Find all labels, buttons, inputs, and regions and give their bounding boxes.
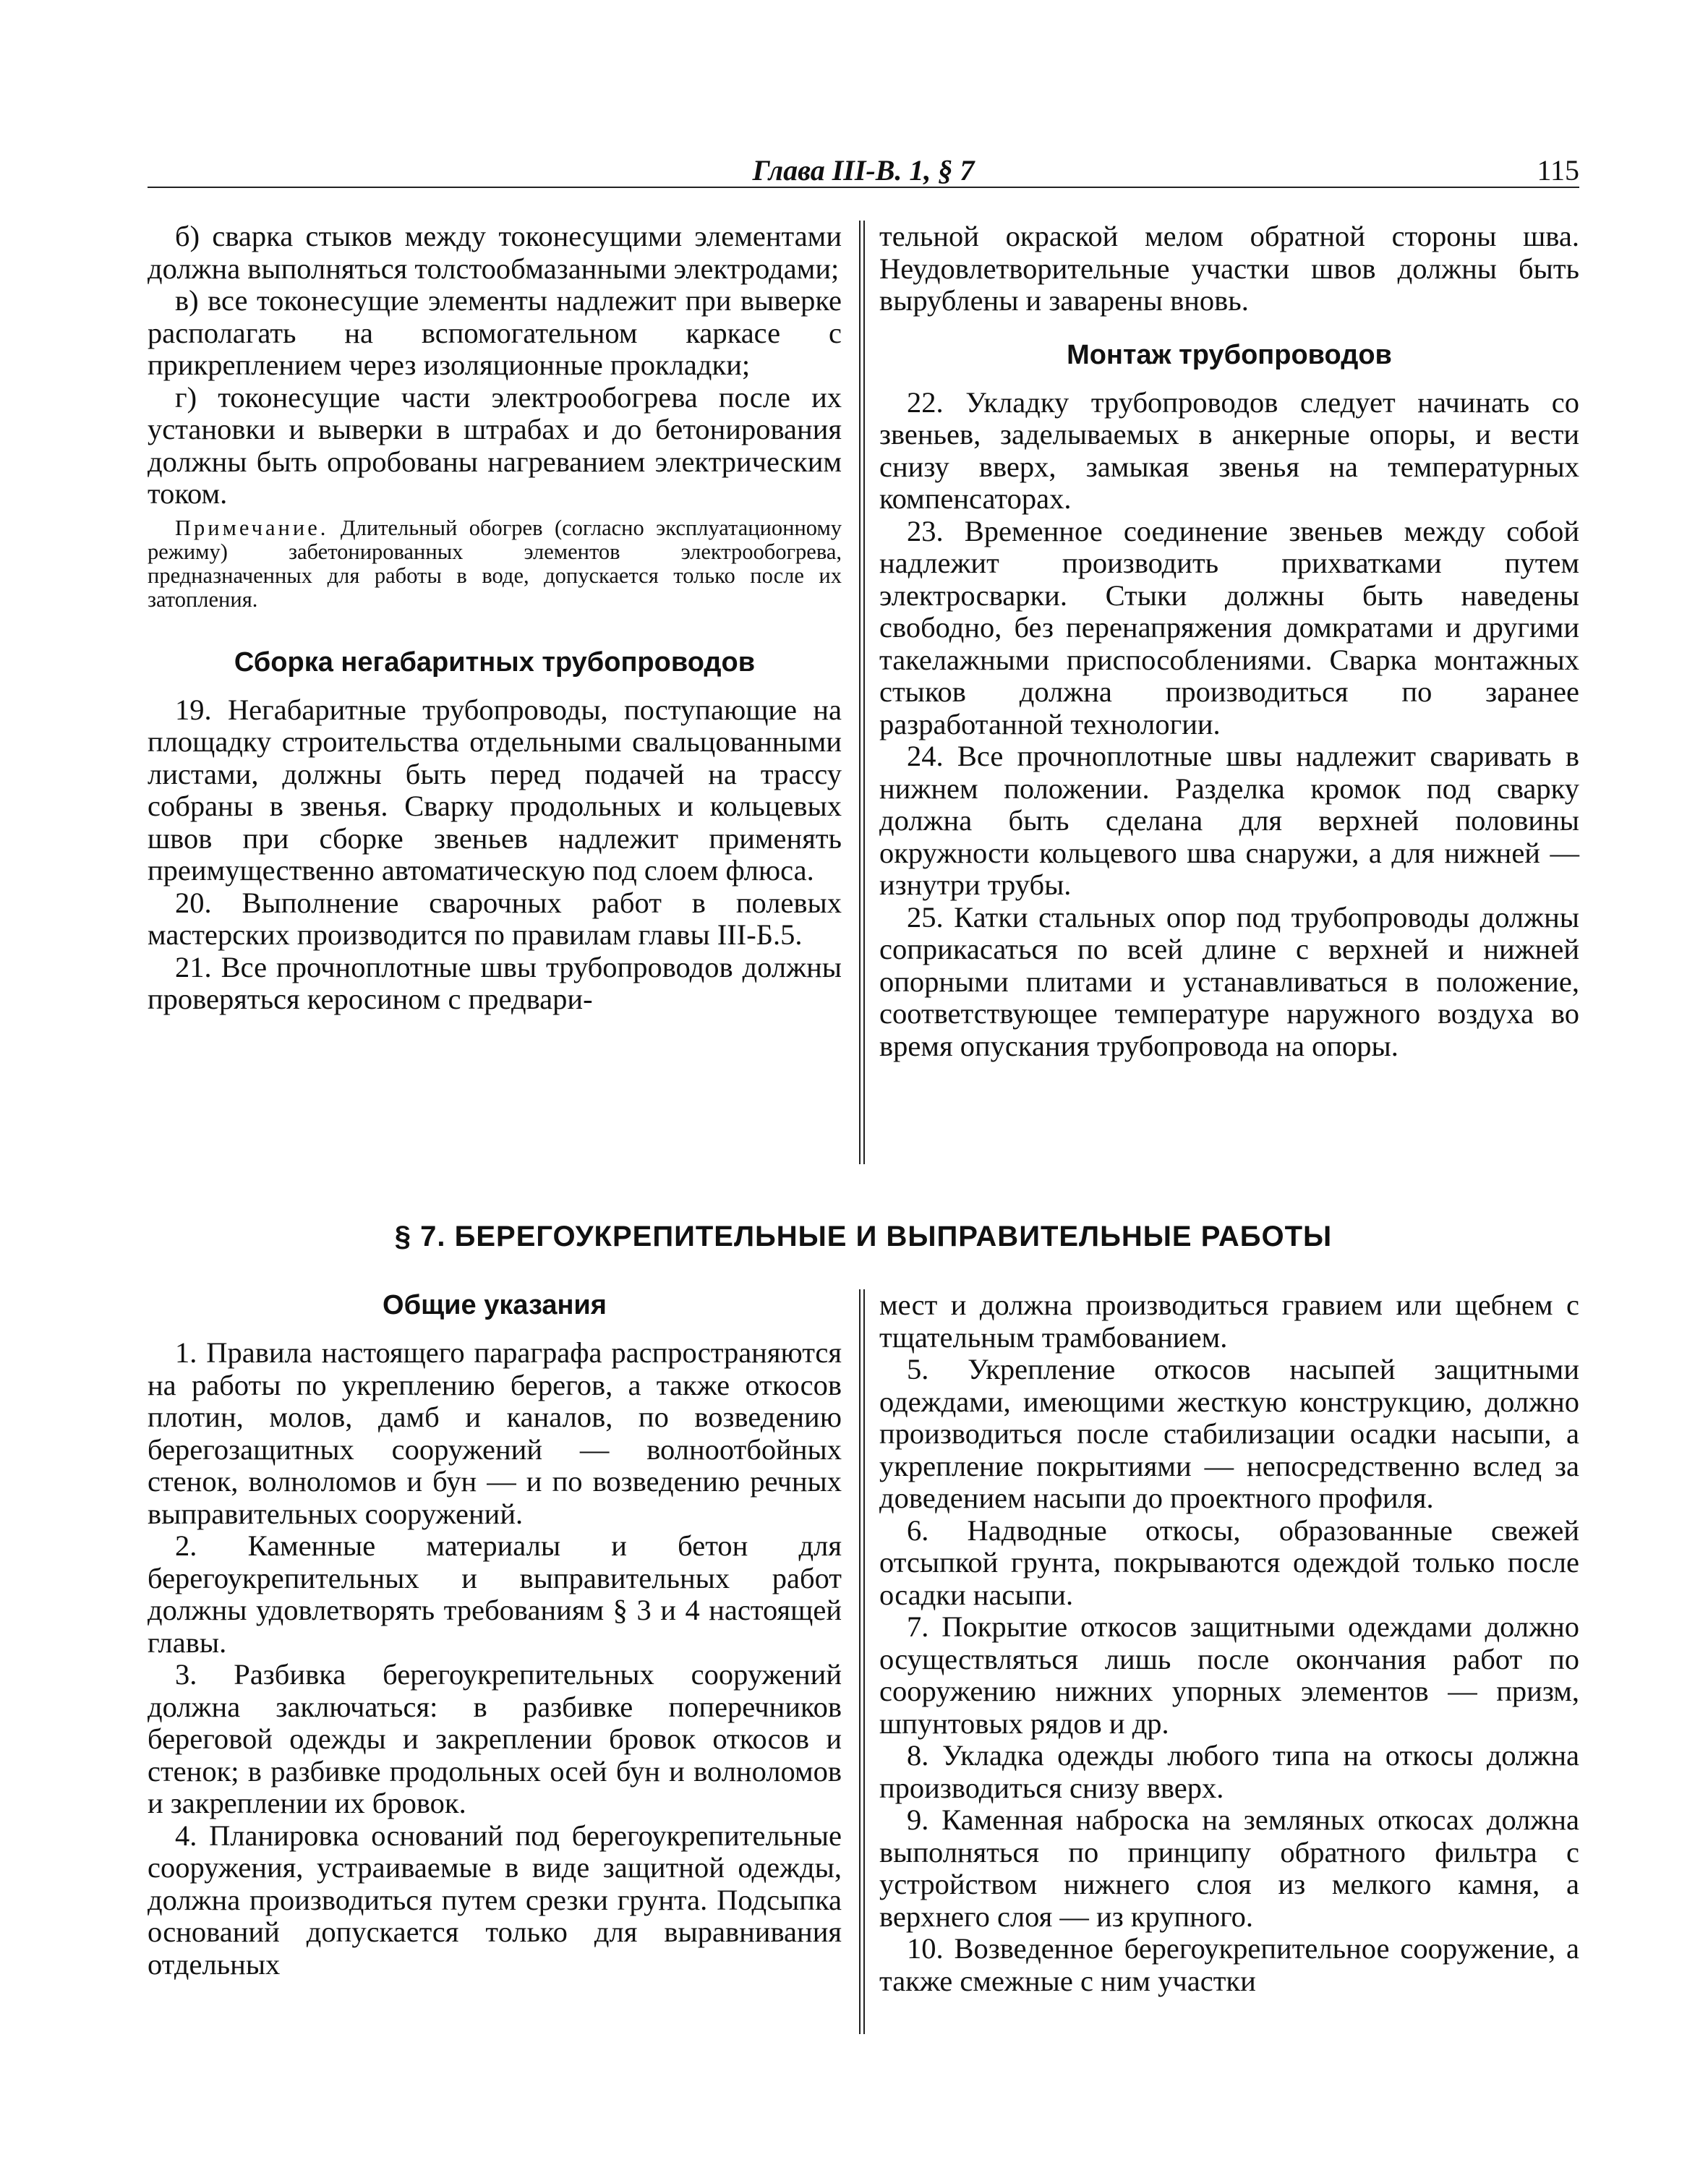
paragraph-2: 2. Каменные материалы и бетон для берегоукрепительных и выправительных работ должны удовлетворять требованиям § 3 и 4 настоящей главы. [148,1529,842,1659]
paragraph-1: 1. Правила настоящего параграфа распространяются на работы по укреплению берегов, а также откосов плотин, молов, дамб и каналов, по возведению берегозащитных сооружений — волноотбойных стенок, волноломов и бун — и по возведению речных выправительных сооружений. [148,1336,842,1530]
paragraph-4: 4. Планировка оснований под берегоукрепительные сооружения, устраиваемые в виде защитной одежды, должна производиться путем срезки грунта. Подсыпка оснований допускается только для выравнивания отдельных [148,1819,842,1981]
top-right-column [879,221,1579,1062]
paragraph-23: 23. Временное соединение звеньев между собой надлежит производить прихватками путем электросварки. Стыки должны быть наведены свободно, без перенапряжения домкратами и другими такелажными приспособлениями. Сварка монтажных стыков должна производиться по заранее разработанной технологии. [879,514,1579,740]
paragraph-21: 21. Все прочноплотные швы трубопроводов должны проверяться керосином с предвари- [148,950,842,1015]
paragraph-7: 7. Покрытие откосов защитными одеждами должно осуществляться лишь после окончания работ по сооружению нижних упорных элементов — призм, шпунтовых рядов и др. [879,1610,1579,1740]
section-heading-installation: Монтаж трубопроводов [1067,339,1392,370]
top-left-column [148,221,842,1016]
paragraph-10: 10. Возведенное берегоукрепительное сооружение, а также смежные с ним участки [879,1932,1579,1997]
paragraph-22: 22. Укладку трубопроводов следует начинать со звеньев, заделываемых в анкерные опоры, и вести снизу вверх, замыкая звенья на температурных компенсаторах. [879,385,1579,515]
note-label: Примечание. [175,515,329,540]
paragraph-24: 24. Все прочноплотные швы надлежит сваривать в нижнем положении. Разделка кромок под сварку должна быть сделана для верхней половины окружности кольцевого шва снаружи, а для нижней — изнутри трубы. [879,740,1579,901]
note-text: Длительный обогрев (согласно эксплуатационному режиму) забетонированных элементов электрообогрева, предназначенных для работы в воде, допускается только после их затопления. [148,515,842,612]
paragraph-25: 25. Катки стальных опор под трубопроводы должны соприкасаться по всей длине с верхней и нижней опорными плитами и устанавливаться в положение, соответствующее температуре наружного воздуха во время опускания трубопровода на опоры. [879,900,1579,1062]
section-heading-assembly: Сборка негабаритных трубопроводов [234,646,756,678]
running-title: Глава III-В. 1, § 7 [752,154,975,187]
paragraph-21-continued: тельной окраской мелом обратной стороны шва. Неудовлетворительные участки швов должны быть вырублены и заварены вновь. [879,220,1579,317]
column-divider-bottom [859,1289,865,2034]
paragraph-19: 19. Негабаритные трубопроводы, поступающие на площадку строительства отдельными свальцованными листами, должны быть перед подачей на трассу собраны в звенья. Сварку продольных и кольцевых швов при сборке звеньев надлежит применять преимущественно автоматическую под слоем флюса. [148,693,842,887]
section-heading-general: Общие указания [383,1290,607,1320]
bottom-right-column [879,1289,1579,1997]
note [148,516,842,612]
column-divider-top [859,221,865,1164]
list-item-g: г) токонесущие части электрообогрева после их установки и выверки в штрабах и до бетонирования должны быть опробованы нагреванием электрическим током. [148,380,842,510]
paragraph-3: 3. Разбивка берегоукрепительных сооружений должна заключаться: в разбивке поперечников береговой одежды и закреплении бровок откосов и стенок; в разбивке продольных осей бун и волноломов и закреплении их бровок. [148,1658,842,1819]
page-header [148,152,1579,188]
paragraph-4-continued: мест и должна производиться гравием или щебнем с тщательным трамбованием. [879,1289,1579,1354]
list-item-b: б) сварка стыков между токонесущими элементами должна выполняться толстообмазанными электродами; [148,220,842,285]
section-title: § 7. БЕРЕГОУКРЕПИТЕЛЬНЫЕ И ВЫПРАВИТЕЛЬНЫЕ РАБОТЫ [394,1221,1333,1252]
paragraph-9: 9. Каменная наброска на земляных откосах должна выполняться по принципу обратного фильтра с устройством нижнего слоя из мелкого камня, а верхнего слоя — из крупного. [879,1803,1579,1933]
page-number: 115 [1537,154,1579,187]
paragraph-8: 8. Укладка одежды любого типа на откосы должна производиться снизу вверх. [879,1739,1579,1804]
paragraph-6: 6. Надводные откосы, образованные свежей отсыпкой грунта, покрываются одеждой только после осадки насыпи. [879,1513,1579,1611]
paragraph-20: 20. Выполнение сварочных работ в полевых мастерских производится по правилам главы III-Б.5. [148,886,842,951]
list-item-v: в) все токонесущие элементы надлежит при выверке располагать на вспомогательном каркасе с прикреплением через изоляционные прокладки; [148,284,842,381]
bottom-left-column [148,1289,842,1981]
paragraph-5: 5. Укрепление откосов насыпей защитными одеждами, имеющими жесткую конструкцию, должно производиться после стабилизации осадки насыпи, а укрепление покрытиями — непосредственно вслед за доведением насыпи до проектного профиля. [879,1353,1579,1514]
